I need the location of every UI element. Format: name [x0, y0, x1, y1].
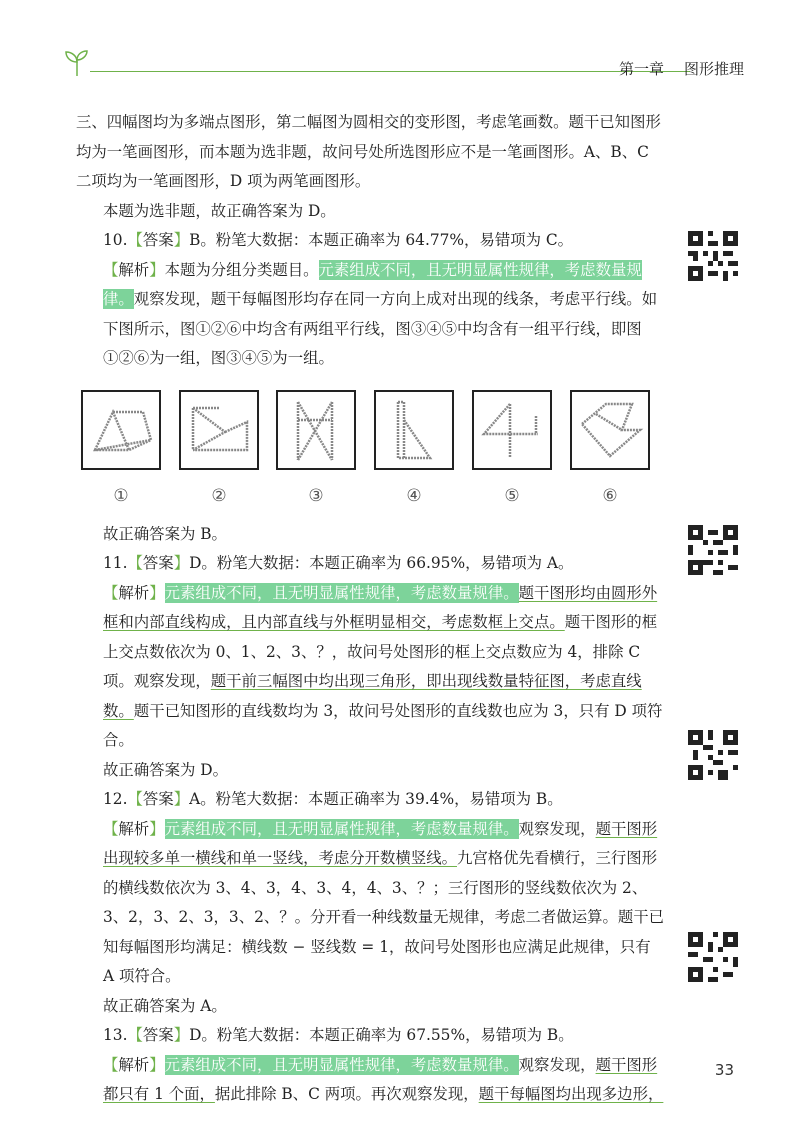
q10-explanation: 【解析】本题为分组分类题目。元素组成不同，且无明显属性规律，考虑数量规律。观察发现，题干每幅图形均存在同一方向上成对出现的线条，考虑平行线。如下图所示，图①②⑥中均含有两组平行线，图③④⑤中均含有一组平行线，即图①②⑥为一组，图③④⑤为一组。	[103, 260, 658, 367]
q12-conclusion: 故正确答案为 A。	[103, 996, 227, 1015]
highlight: 元素组成不同，且无明显属性规律，考虑数量规律。	[103, 260, 642, 308]
q12-answer: 12.【答案】A。粉笔大数据：本题正确率为 39.4%，易错项为 B。	[103, 790, 563, 808]
q11-answer: 11.【答案】D。粉笔大数据：本题正确率为 66.95%，易错项为 A。	[103, 554, 574, 572]
qr-code-icon[interactable]	[688, 525, 738, 575]
paragraph: 本题为选非题，故正确答案为 D。	[103, 201, 336, 220]
figure-1	[81, 390, 161, 470]
highlight: 元素组成不同，且无明显属性规律，考虑数量规律。	[164, 583, 519, 602]
figure-label: ④	[406, 485, 422, 506]
highlight: 元素组成不同，且无明显属性规律，考虑数量规律。	[164, 819, 519, 838]
figure-4	[374, 390, 454, 470]
q11-explanation: 【解析】元素组成不同，且无明显属性规律，考虑数量规律。题干图形均由圆形外框和内部直线构成，且内部直线与外框明显相交，考虑数框上交点。题干图形的框上交点数依次为 0、1、2、3、？，故问号处图形的框上交点数应为 4，排除 C 项。观察发现，题干前三幅图中均出现三角形，即出现线数量特征图，考虑直线数。题干已知图形的直线数均为 3，故问号处图形的直线数也应为 3，只有 D 项符合。	[103, 583, 663, 749]
paragraph: 三、四幅图均为多端点图形，第二幅图为圆相交的变形图，考虑笔画数。题干已知图形均为一笔画图形，而本题为选非题，故问号处所选图形应不是一笔画图形。A、B、C 二项均为一笔画图形，D 项为两笔画图形。	[76, 113, 661, 190]
q13-answer: 13.【答案】D。粉笔大数据：本题正确率为 67.55%，易错项为 B。	[103, 1026, 574, 1044]
page-header	[64, 54, 744, 94]
q10-figure-row	[76, 380, 666, 520]
figure-label: ③	[308, 485, 324, 506]
figure-label: ①	[113, 485, 129, 506]
q10-conclusion: 故正确答案为 B。	[103, 524, 227, 543]
page-content	[76, 108, 666, 1110]
header-rule	[90, 71, 690, 72]
qr-code-icon[interactable]	[688, 730, 738, 780]
q13-explanation: 【解析】元素组成不同，且无明显属性规律，考虑数量规律。观察发现，题干图形都只有 1 个面，据此排除 B、C 两项。再次观察发现，题干每幅图均出现多边形，	[103, 1055, 664, 1103]
page-number: 33	[714, 1061, 734, 1079]
figure-label: ②	[211, 485, 227, 506]
figure-2	[179, 390, 259, 470]
qr-code-icon[interactable]	[688, 932, 738, 982]
chapter-title: 第一章 图形推理	[618, 60, 744, 78]
leaf-icon	[64, 48, 90, 78]
figure-3	[276, 390, 356, 470]
q12-explanation: 【解析】元素组成不同，且无明显属性规律，考虑数量规律。观察发现，题干图形出现较多单一横线和单一竖线，考虑分开数横竖线。九宫格优先看横行，三行图形的横线数依次为 3、4、3，4、3、4，4、3、？；三行图形的竖线数依次为 2、3、2，3、2、3，3、2、？。分开看一种线数量无规律，考虑二者做运算。题干已知每幅图形均满足：横线数 − 竖线数 = 1，故问号处图形也应满足此规律，只有 A 项符合。	[103, 819, 665, 985]
figure-6	[570, 390, 650, 470]
highlight: 元素组成不同，且无明显属性规律，考虑数量规律。	[164, 1055, 519, 1074]
q10-answer: 10.【答案】B。粉笔大数据：本题正确率为 64.77%，易错项为 C。	[103, 231, 574, 249]
q11-conclusion: 故正确答案为 D。	[103, 760, 228, 779]
figure-label: ⑤	[504, 485, 520, 506]
qr-code-icon[interactable]	[688, 231, 738, 281]
figure-label: ⑥	[602, 485, 618, 506]
figure-5	[472, 390, 552, 470]
